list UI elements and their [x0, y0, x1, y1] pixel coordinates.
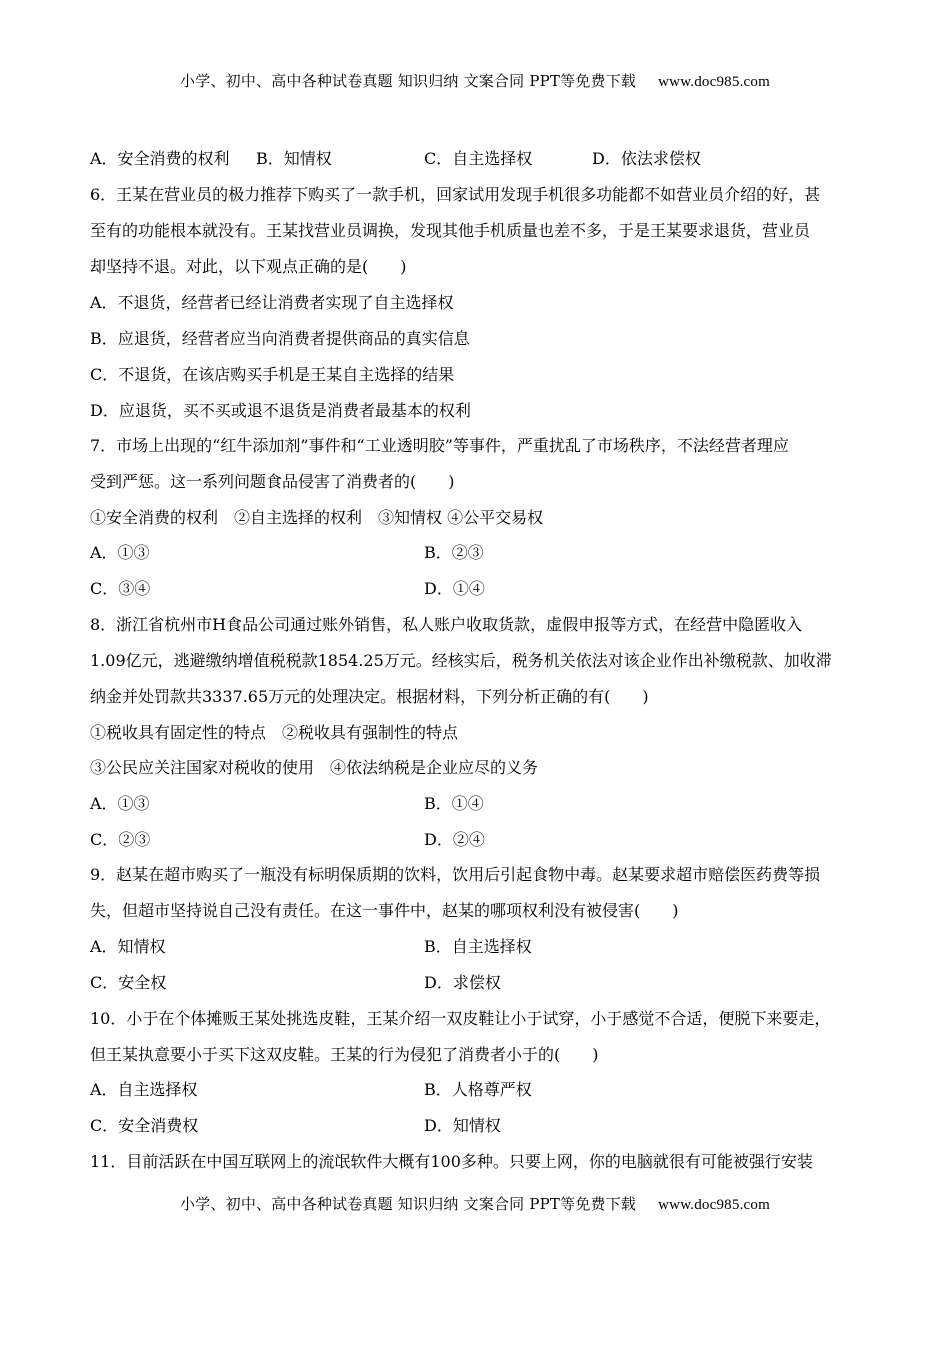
q7-items: ①安全消费的权利 ②自主选择的权利 ③知情权 ④公平交易权 [90, 508, 544, 527]
q9-option-c: C．安全权 [90, 973, 167, 992]
q9-option-d: D．求偿权 [424, 973, 501, 992]
q7-stem-line-1: 7．市场上出现的“红牛添加剂”事件和“工业透明胶”等事件，严重扰乱了市场秩序，不法经营者理应 [90, 436, 789, 455]
q6-option-a: A．不退货，经营者已经让消费者实现了自主选择权 [90, 293, 454, 312]
q10-option-d: D．知情权 [424, 1116, 501, 1135]
q6-option-d: D．应退货，买不买或退不退货是消费者最基本的权利 [90, 401, 471, 420]
q7-option-d: D．①④ [424, 579, 485, 598]
q5-option-c: C．自主选择权 [424, 149, 533, 168]
q6-stem-line-3: 却坚持不退。对此，以下观点正确的是( ) [90, 257, 407, 276]
q9-stem-line-2: 失，但超市坚持说自己没有责任。在这一事件中，赵某的哪项权利没有被侵害( ) [90, 901, 679, 920]
q8-items-line-2: ③公民应关注国家对税收的使用 ④依法纳税是企业应尽的义务 [90, 758, 539, 777]
q7-option-a: A．①③ [90, 543, 150, 562]
q8-items-line-1: ①税收具有固定性的特点 ②税收具有强制性的特点 [90, 723, 459, 742]
q8-option-d: D．②④ [424, 830, 485, 849]
q5-option-d: D．依法求偿权 [592, 149, 701, 168]
q6-option-c: C．不退货，在该店购买手机是王某自主选择的结果 [90, 365, 455, 384]
header-url: www.doc985.com [658, 74, 770, 90]
q7-stem-line-2: 受到严惩。这一系列问题食品侵害了消费者的( ) [90, 472, 455, 491]
header-text: 小学、初中、高中各种试卷真题 知识归纳 文案合同 PPT等免费下载 [180, 72, 637, 90]
q10-stem-line-2: 但王某执意要小于买下这双皮鞋。王某的行为侵犯了消费者小于的( ) [90, 1045, 599, 1064]
q10-option-a: A．自主选择权 [90, 1080, 198, 1099]
q7-option-c: C．③④ [90, 579, 151, 598]
q9-option-b: B．自主选择权 [424, 937, 532, 956]
footer-text: 小学、初中、高中各种试卷真题 知识归纳 文案合同 PPT等免费下载 [180, 1195, 637, 1213]
q10-stem-line-1: 10．小于在个体摊贩王某处挑选皮鞋，王某介绍一双皮鞋让小于试穿，小于感觉不合适，便脱下来要走， [90, 1009, 831, 1028]
page-footer [0, 1193, 950, 1214]
q8-stem-line-3: 纳金并处罚款共3337.65万元的处理决定。根据材料，下列分析正确的有( ) [90, 687, 649, 706]
q11-stem-line-1: 11．目前活跃在中国互联网上的流氓软件大概有100多种。只要上网，你的电脑就很有可能被强行安装 [90, 1152, 813, 1171]
q6-stem-line-1: 6．王某在营业员的极力推荐下购买了一款手机，回家试用发现手机很多功能都不如营业员介绍的好，甚 [90, 185, 821, 204]
q7-option-b: B．②③ [424, 543, 484, 562]
page-header [0, 70, 950, 91]
q6-stem-line-2: 至有的功能根本就没有。王某找营业员调换，发现其他手机质量也差不多，于是王某要求退货，营业员 [90, 221, 811, 240]
q8-option-a: A．①③ [90, 794, 150, 813]
q8-stem-line-2: 1.09亿元，逃避缴纳增值税税款1854.25万元。经核实后，税务机关依法对该企业作出补缴税款、加收滞 [90, 651, 832, 670]
q5-option-a: A．安全消费的权利 [90, 149, 230, 168]
q10-option-b: B．人格尊严权 [424, 1080, 532, 1099]
q10-option-c: C．安全消费权 [90, 1116, 199, 1135]
q9-option-a: A．知情权 [90, 937, 166, 956]
q8-option-c: C．②③ [90, 830, 151, 849]
q5-option-b: B．知情权 [256, 149, 332, 168]
q8-option-b: B．①④ [424, 794, 484, 813]
q9-stem-line-1: 9．赵某在超市购买了一瓶没有标明保质期的饮料，饮用后引起食物中毒。赵某要求超市赔偿医药费等损 [90, 865, 821, 884]
footer-url: www.doc985.com [658, 1197, 770, 1213]
q6-option-b: B．应退货，经营者应当向消费者提供商品的真实信息 [90, 329, 470, 348]
q8-stem-line-1: 8．浙江省杭州市H食品公司通过账外销售，私人账户收取货款，虚假申报等方式，在经营中隐匿收入 [90, 615, 803, 634]
